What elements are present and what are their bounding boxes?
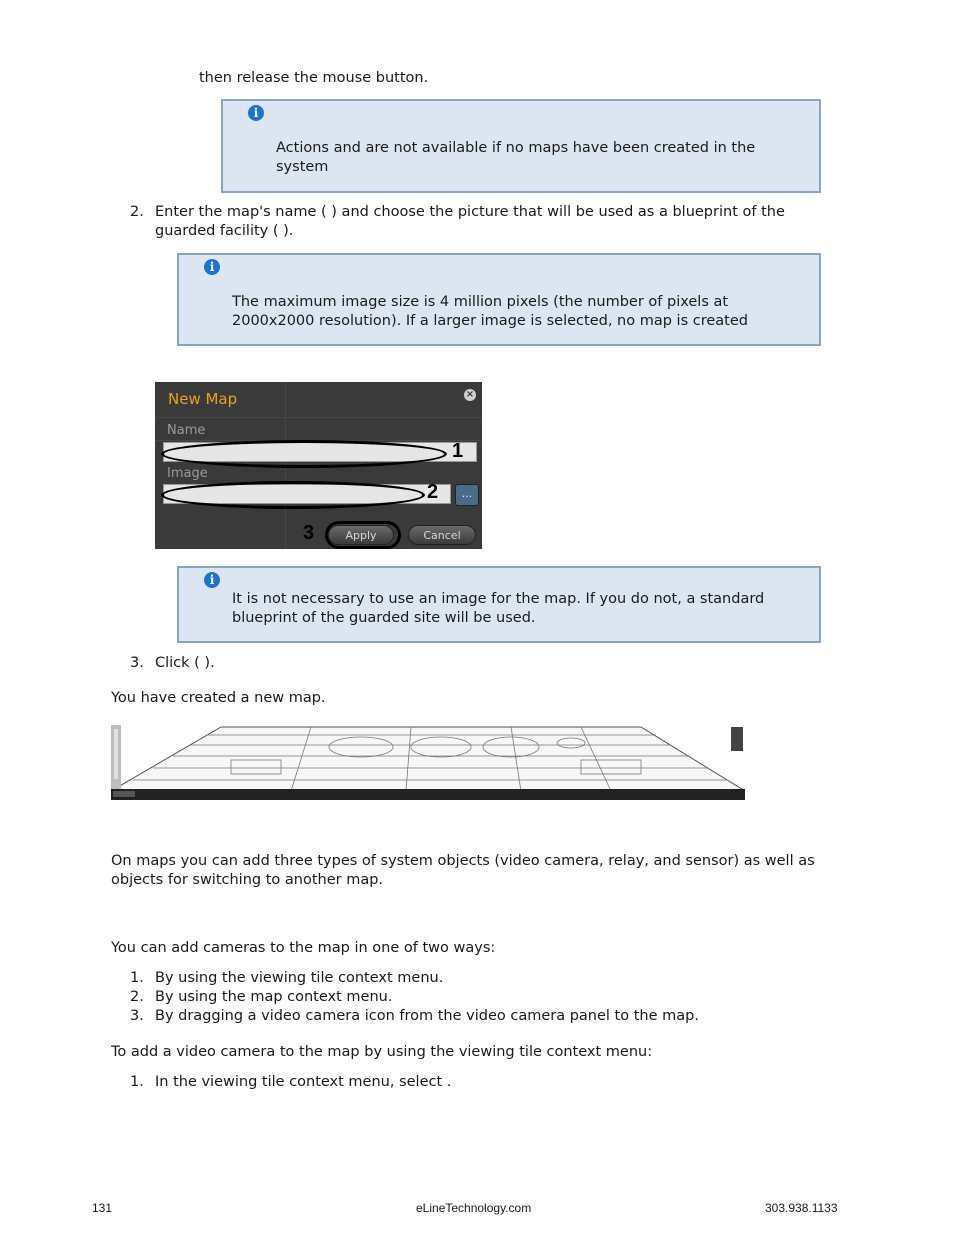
image-label: Image — [167, 466, 208, 481]
list-item: 2. — [130, 989, 144, 1005]
note-1-line-2: system — [276, 159, 329, 175]
footer-phone: 303.938.1133 — [765, 1201, 838, 1215]
info-note-1 — [221, 99, 821, 193]
step-3-number: 3. — [130, 655, 144, 671]
page-number: 131 — [92, 1201, 113, 1215]
objects-para-line-2: objects for switching to another map. — [111, 872, 384, 888]
created-text: You have created a new map. — [111, 690, 326, 706]
way-3-text: By dragging a video camera icon from the video camera panel to the map. — [155, 1008, 699, 1024]
footer-site: eLineTechnology.com — [416, 1201, 532, 1215]
marker-1: 1 — [452, 440, 464, 462]
step-2-line-1: Enter the map's name ( ) and choose the picture that will be used as a blueprint of the — [155, 204, 785, 220]
info-icon: i — [248, 105, 264, 121]
highlight-oval-2 — [161, 481, 425, 509]
name-label: Name — [167, 423, 206, 438]
cancel-button[interactable]: Cancel — [408, 525, 476, 545]
list-item: 1. — [130, 970, 144, 986]
ways-list — [130, 969, 144, 1026]
tile-step-1-number: 1. — [130, 1074, 144, 1090]
marker-2: 2 — [427, 481, 439, 503]
step-3-text: Click ( ). — [155, 655, 215, 671]
map-blueprint-image — [111, 725, 745, 800]
close-icon[interactable]: × — [465, 389, 475, 400]
cameras-intro: You can add cameras to the map in one of two ways: — [111, 940, 496, 956]
continuation-text: then release the mouse button. — [199, 70, 429, 86]
note-3-line-1: It is not necessary to use an image for the map. If you do not, a standard — [232, 591, 765, 607]
tile-intro: To add a video camera to the map by using the viewing tile context menu: — [111, 1044, 653, 1060]
step-2-number: 2. — [130, 204, 144, 220]
note-1-line-1: Actions and are not available if no maps have been created in the — [276, 140, 756, 156]
marker-3: 3 — [303, 522, 315, 544]
info-note-3 — [177, 566, 821, 643]
note-2-line-2: 2000x2000 resolution). If a larger image is selected, no map is created — [232, 313, 748, 329]
map-screenshot — [111, 725, 745, 800]
browse-button[interactable]: ... — [455, 484, 479, 506]
step-2-line-2: guarded facility ( ). — [155, 223, 294, 239]
tile-step-1-text: In the viewing tile context menu, select . — [155, 1074, 452, 1090]
way-2-text: By using the map context menu. — [155, 989, 393, 1005]
apply-button[interactable]: Apply — [328, 525, 394, 545]
objects-para-line-1: On maps you can add three types of system objects (video camera, relay, and sensor) as well as — [111, 853, 815, 869]
dialog-title: New Map — [168, 390, 238, 408]
new-map-dialog — [155, 382, 482, 549]
way-1-text: By using the viewing tile context menu. — [155, 970, 444, 986]
highlight-oval-1 — [161, 440, 447, 468]
info-note-2 — [177, 253, 821, 346]
list-item: 3. — [130, 1008, 144, 1024]
info-icon: i — [204, 572, 220, 588]
highlight-oval-3 — [325, 521, 401, 549]
note-2-line-1: The maximum image size is 4 million pixels (the number of pixels at — [232, 294, 729, 310]
info-icon: i — [204, 259, 220, 275]
note-3-line-2: blueprint of the guarded site will be used. — [232, 610, 536, 626]
